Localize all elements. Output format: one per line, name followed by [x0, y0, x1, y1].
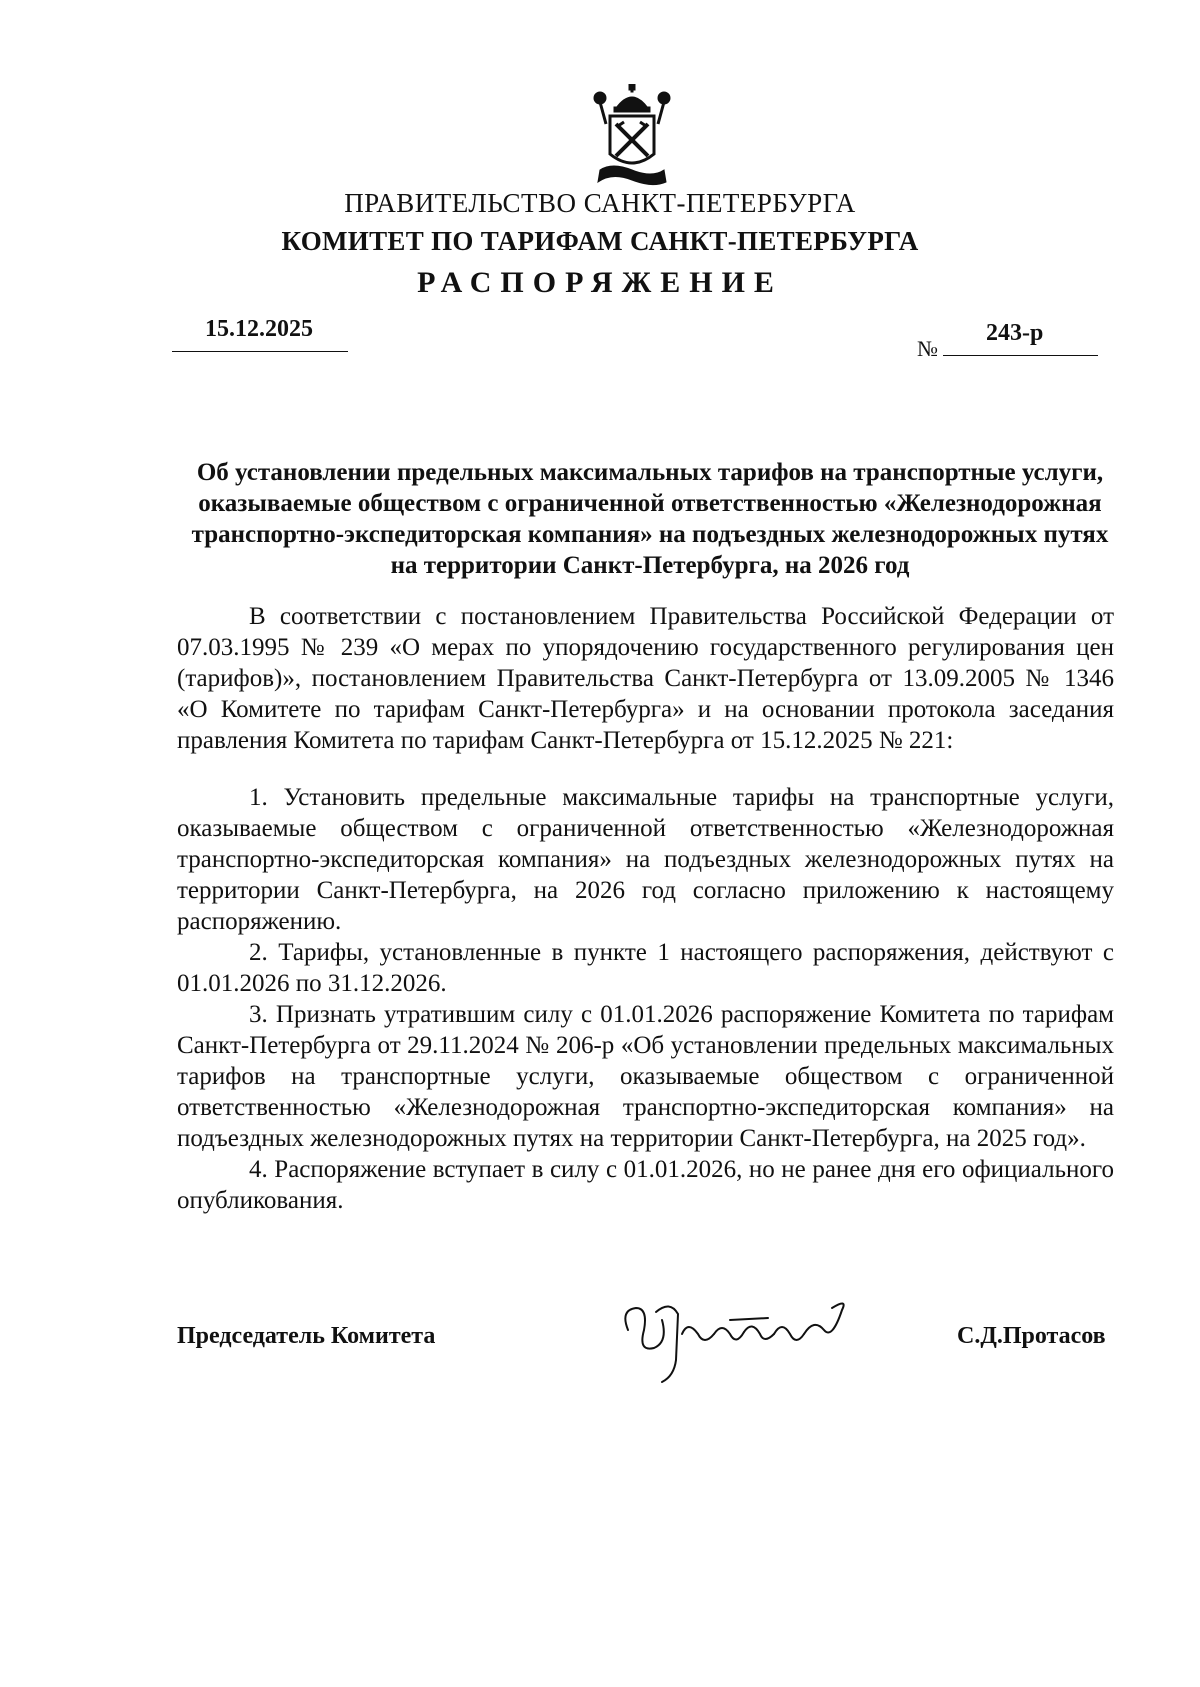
government-heading: ПРАВИТЕЛЬСТВО САНКТ-ПЕТЕРБУРГА: [344, 188, 856, 218]
preamble-block: [177, 601, 1114, 756]
document-type-heading: РАСПОРЯЖЕНИЕ: [417, 266, 783, 299]
preamble-paragraph: В соответствии с постановлением Правительства Российской Федерации от 07.03.1995 № 239 «О мерах по упорядочению государственного регулирования цен (тарифов)», постановлением Правительства Санкт-Петербурга от 13.09.2005 № 1346 «О Комитете по тарифам Санкт-Петербурга» и на основании протокола заседания правления Комитета по тарифам Санкт-Петербурга от 15.12.2025 № 221:: [177, 603, 1114, 754]
handwritten-signature: [618, 1290, 863, 1385]
document-date: 15.12.2025: [205, 316, 313, 342]
number-sign: №: [917, 336, 938, 361]
document-number: 243-р: [986, 320, 1044, 346]
item-1-paragraph: 1. Установить предельные максимальные тарифы на транспортные услуги, оказываемые обществом с ограниченной ответственностью «Железнодорожная транспортно-экспедиторская компания» на подъездных железнодорожных путях на территории Санкт-Петербурга, на 2026 год согласно приложению к настоящему распоряжению.: [177, 784, 1114, 935]
committee-heading: КОМИТЕТ ПО ТАРИФАМ САНКТ-ПЕТЕРБУРГА: [281, 226, 919, 256]
date-underline: [172, 351, 348, 352]
coat-of-arms-emblem: [592, 84, 672, 186]
document-title: Об установлении предельных максимальных тарифов на транспортные услуги, оказываемые обществом с ограниченной ответственностью «Железнодорожная транспортно-экспедиторская компания» на подъездных железнодорожных путях на территории Санкт-Петербурга, на 2026 год: [191, 459, 1109, 579]
signatory-name: С.Д.Протасов: [957, 1323, 1106, 1349]
item-3-paragraph: 3. Признать утратившим силу с 01.01.2026 распоряжение Комитета по тарифам Санкт-Петербурга от 29.11.2024 № 206-р «Об установлении предельных максимальных тарифов на транспортные услуги, оказываемые обществом с ограниченной ответственностью «Железнодорожная транспортно-экспедиторская компания» на подъездных железнодорожных путях на территории Санкт-Петербурга, на 2025 год».: [177, 1001, 1114, 1152]
item-4-paragraph: 4. Распоряжение вступает в силу с 01.01.2026, но не ранее дня его официального опубликования.: [177, 1156, 1114, 1214]
signatory-position: Председатель Комитета: [177, 1323, 436, 1349]
items-block: [177, 782, 1114, 1216]
item-2-paragraph: 2. Тарифы, установленные в пункте 1 настоящего распоряжения, действуют с 01.01.2026 по 31.12.2026.: [177, 939, 1114, 997]
number-underline: [943, 355, 1098, 356]
